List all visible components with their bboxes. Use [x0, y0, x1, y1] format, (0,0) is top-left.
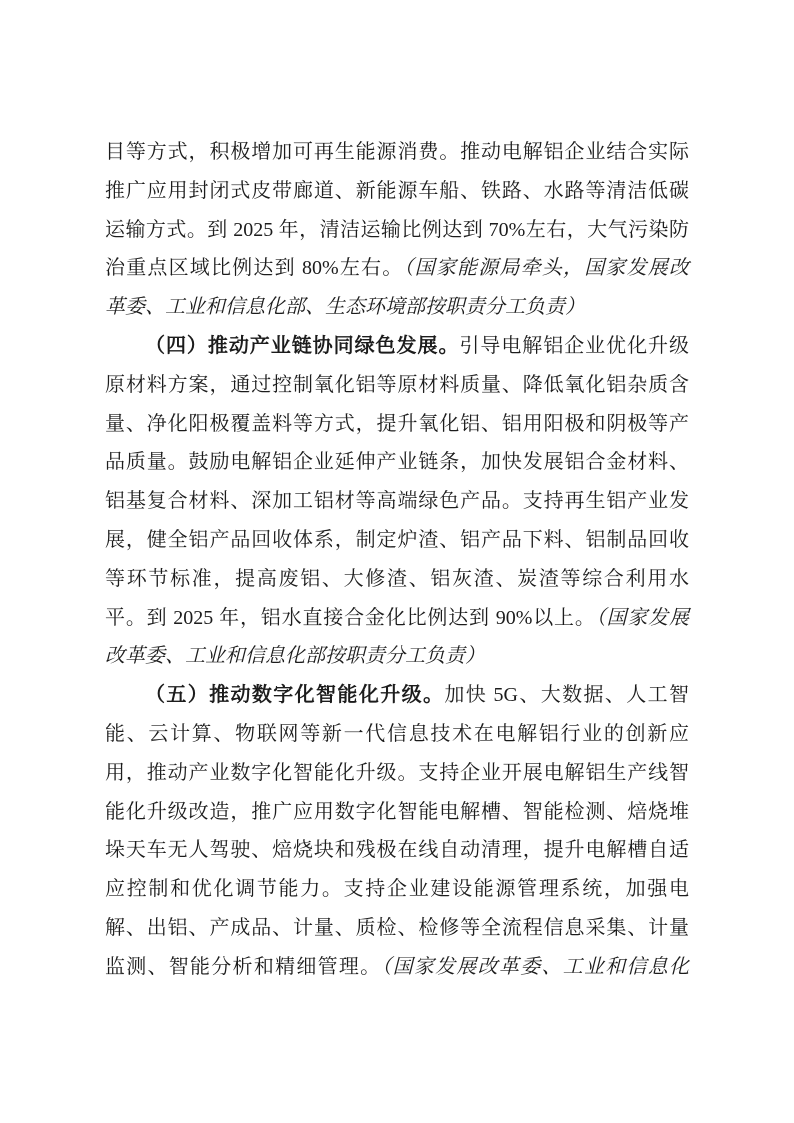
text-line: [105, 676, 689, 715]
text-line: [105, 793, 689, 832]
body-text-run: 垛天车无人驾驶、焙烧块和残极在线自动清理，提升电解槽自适: [105, 839, 689, 862]
text-line: [105, 249, 689, 288]
text-line: [105, 599, 689, 638]
body-text-run: 能化升级改造，推广应用数字化智能电解槽、智能检测、焙烧堆: [105, 800, 689, 823]
text-block: [105, 133, 689, 987]
body-text-run: 监测、智能分析和精细管理。: [105, 955, 382, 978]
text-line: [105, 133, 689, 172]
clause-heading-run: （五）推动数字化智能化升级。: [145, 684, 445, 707]
agency-attribution-run: （国家发展: [595, 606, 689, 629]
text-line: [105, 637, 689, 676]
text-line: [105, 288, 689, 327]
body-text-run: 原材料方案，通过控制氧化铝等原材料质量、降低氧化铝杂质含: [105, 373, 689, 396]
body-text-run: 铝基复合材料、深加工铝材等高端绿色产品。支持再生铝产业发: [105, 490, 689, 513]
text-line: [105, 443, 689, 482]
text-line: [105, 831, 689, 870]
text-line: [105, 482, 689, 521]
text-line: [105, 715, 689, 754]
body-text-run: 品质量。鼓励电解铝企业延伸产业链条，加快发展铝合金材料、: [105, 451, 689, 474]
body-text-run: 治重点区域比例达到 80%左右。: [105, 257, 404, 280]
body-text-run: 运输方式。到 2025 年，清洁运输比例达到 70%左右，大气污染防: [105, 218, 689, 241]
body-text-run: 加快 5G、大数据、人工智: [444, 684, 690, 707]
body-text-run: 量、净化阳极覆盖料等方式，提升氧化铝、铝用阳极和阴极等产: [105, 412, 689, 435]
agency-attribution-run: 革委、工业和信息化部、生态环境部按职责分工负责）: [105, 296, 585, 319]
text-line: [105, 172, 689, 211]
agency-attribution-run: （国家发展改革委、工业和信息化: [381, 955, 690, 978]
body-text-run: 等环节标准，提高废铝、大修渣、铝灰渣、炭渣等综合利用水: [105, 567, 689, 590]
body-text-run: 解、出铝、产成品、计量、质检、检修等全流程信息采集、计量: [105, 916, 689, 939]
agency-attribution-run: （国家能源局牵头，国家发展改: [403, 257, 690, 280]
body-text-run: 目等方式，积极增加可再生能源消费。推动电解铝企业结合实际: [105, 141, 689, 163]
text-line: [105, 754, 689, 793]
body-text-run: 能、云计算、物联网等新一代信息技术在电解铝行业的创新应: [105, 722, 689, 745]
body-text-run: 用，推动产业数字化智能化升级。支持企业开展电解铝生产线智: [105, 761, 689, 784]
body-text-run: 应控制和优化调节能力。支持企业建设能源管理系统，加强电: [105, 878, 689, 901]
clause-heading-run: （四）推动产业链协同绿色发展。: [145, 334, 460, 357]
text-line: [105, 327, 689, 366]
text-line: [105, 521, 689, 560]
text-line: [105, 870, 689, 909]
body-text-run: 推广应用封闭式皮带廊道、新能源车船、铁路、水路等清洁低碳: [105, 179, 689, 202]
agency-attribution-run: 改革委、工业和信息化部按职责分工负责）: [105, 645, 485, 668]
body-text-run: 展，健全铝产品回收体系，制定炉渣、铝产品下料、铝制品回收: [105, 528, 689, 551]
text-line: [105, 560, 689, 599]
text-line: [105, 909, 689, 948]
text-line: [105, 211, 689, 250]
body-text-run: 引导电解铝企业优化升级: [459, 334, 690, 357]
body-text-run: 平。到 2025 年，铝水直接合金化比例达到 90%以上。: [105, 606, 596, 629]
text-line: [105, 405, 689, 444]
text-line: [105, 366, 689, 405]
text-line: [105, 948, 689, 987]
